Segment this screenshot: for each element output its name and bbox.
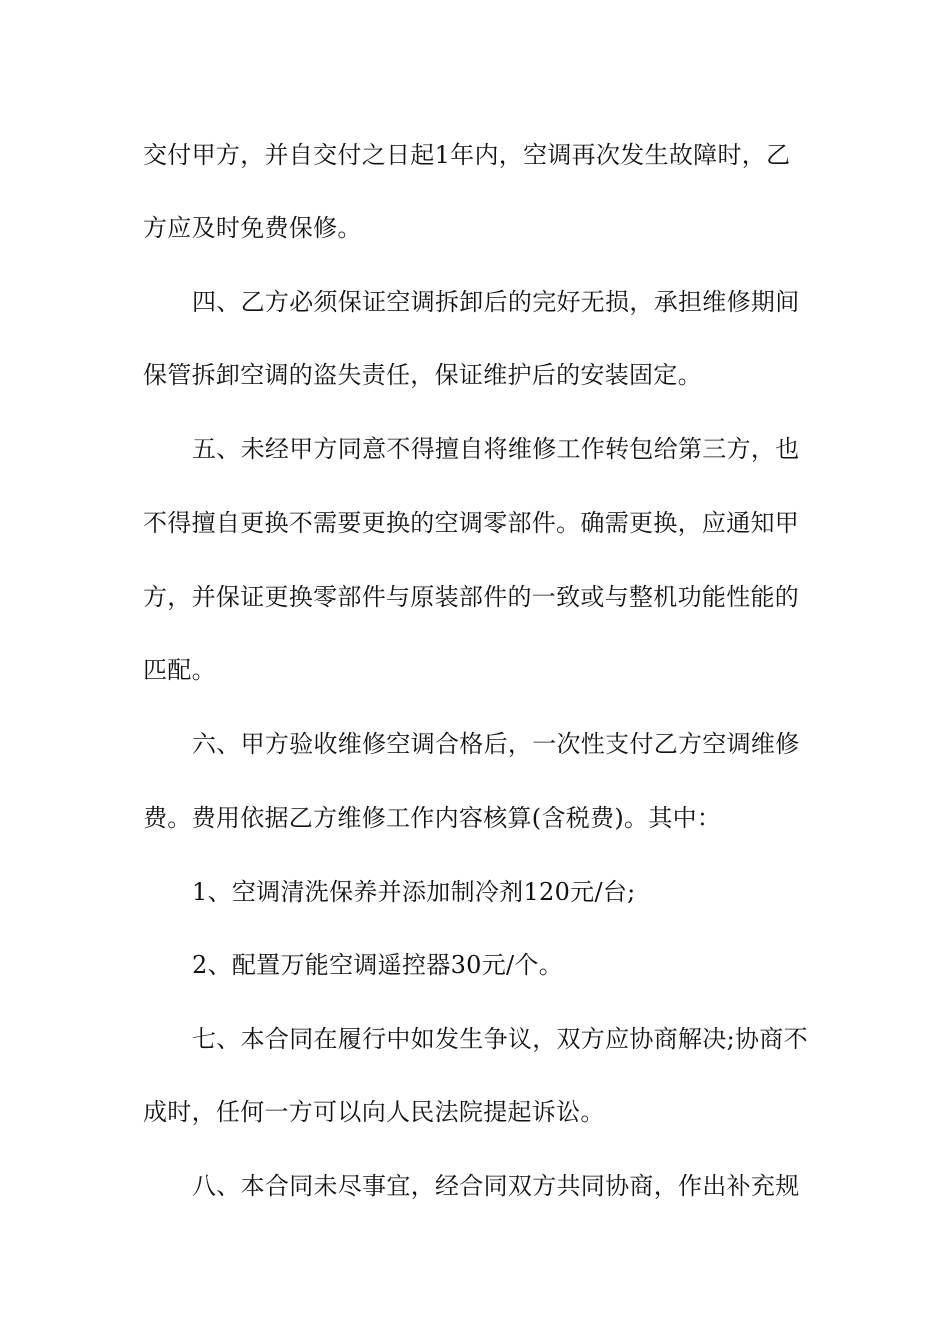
text-line: 交付甲方，并自交付之日起1年内，空调再次发生故障时，乙 [143,141,791,169]
text-line: 方，并保证更换零部件与原装部件的一致或与整机功能性能的 [143,583,800,611]
list-item: 2、配置万能空调遥控器30元/个。 [192,951,563,979]
clause-eight-heading-line: 八、本合同未尽事宜，经合同双方共同协商，作出补充规 [192,1172,800,1200]
text-line: 匹配。 [143,656,216,684]
list-item: 1、空调清洗保养并添加制冷剂120元/台; [192,878,636,906]
text-line: 方应及时免费保修。 [143,214,362,242]
clause-seven-heading-line: 七、本合同在履行中如发生争议，双方应协商解决;协商不 [192,1025,808,1053]
text-line: 保管拆卸空调的盗失责任，保证维护后的安装固定。 [143,361,702,389]
clause-six-heading-line: 六、甲方验收维修空调合格后，一次性支付乙方空调维修 [192,730,800,758]
clause-five-heading-line: 五、未经甲方同意不得擅自将维修工作转包给第三方，也 [192,435,800,463]
text-line: 费。费用依据乙方维修工作内容核算(含税费)。其中： [143,804,722,832]
text-line: 成时，任何一方可以向人民法院提起诉讼。 [143,1098,605,1126]
text-line: 不得擅自更换不需要更换的空调零部件。确需更换，应通知甲 [143,509,800,537]
clause-four-heading-line: 四、乙方必须保证空调拆卸后的完好无损，承担维修期间 [192,288,800,316]
